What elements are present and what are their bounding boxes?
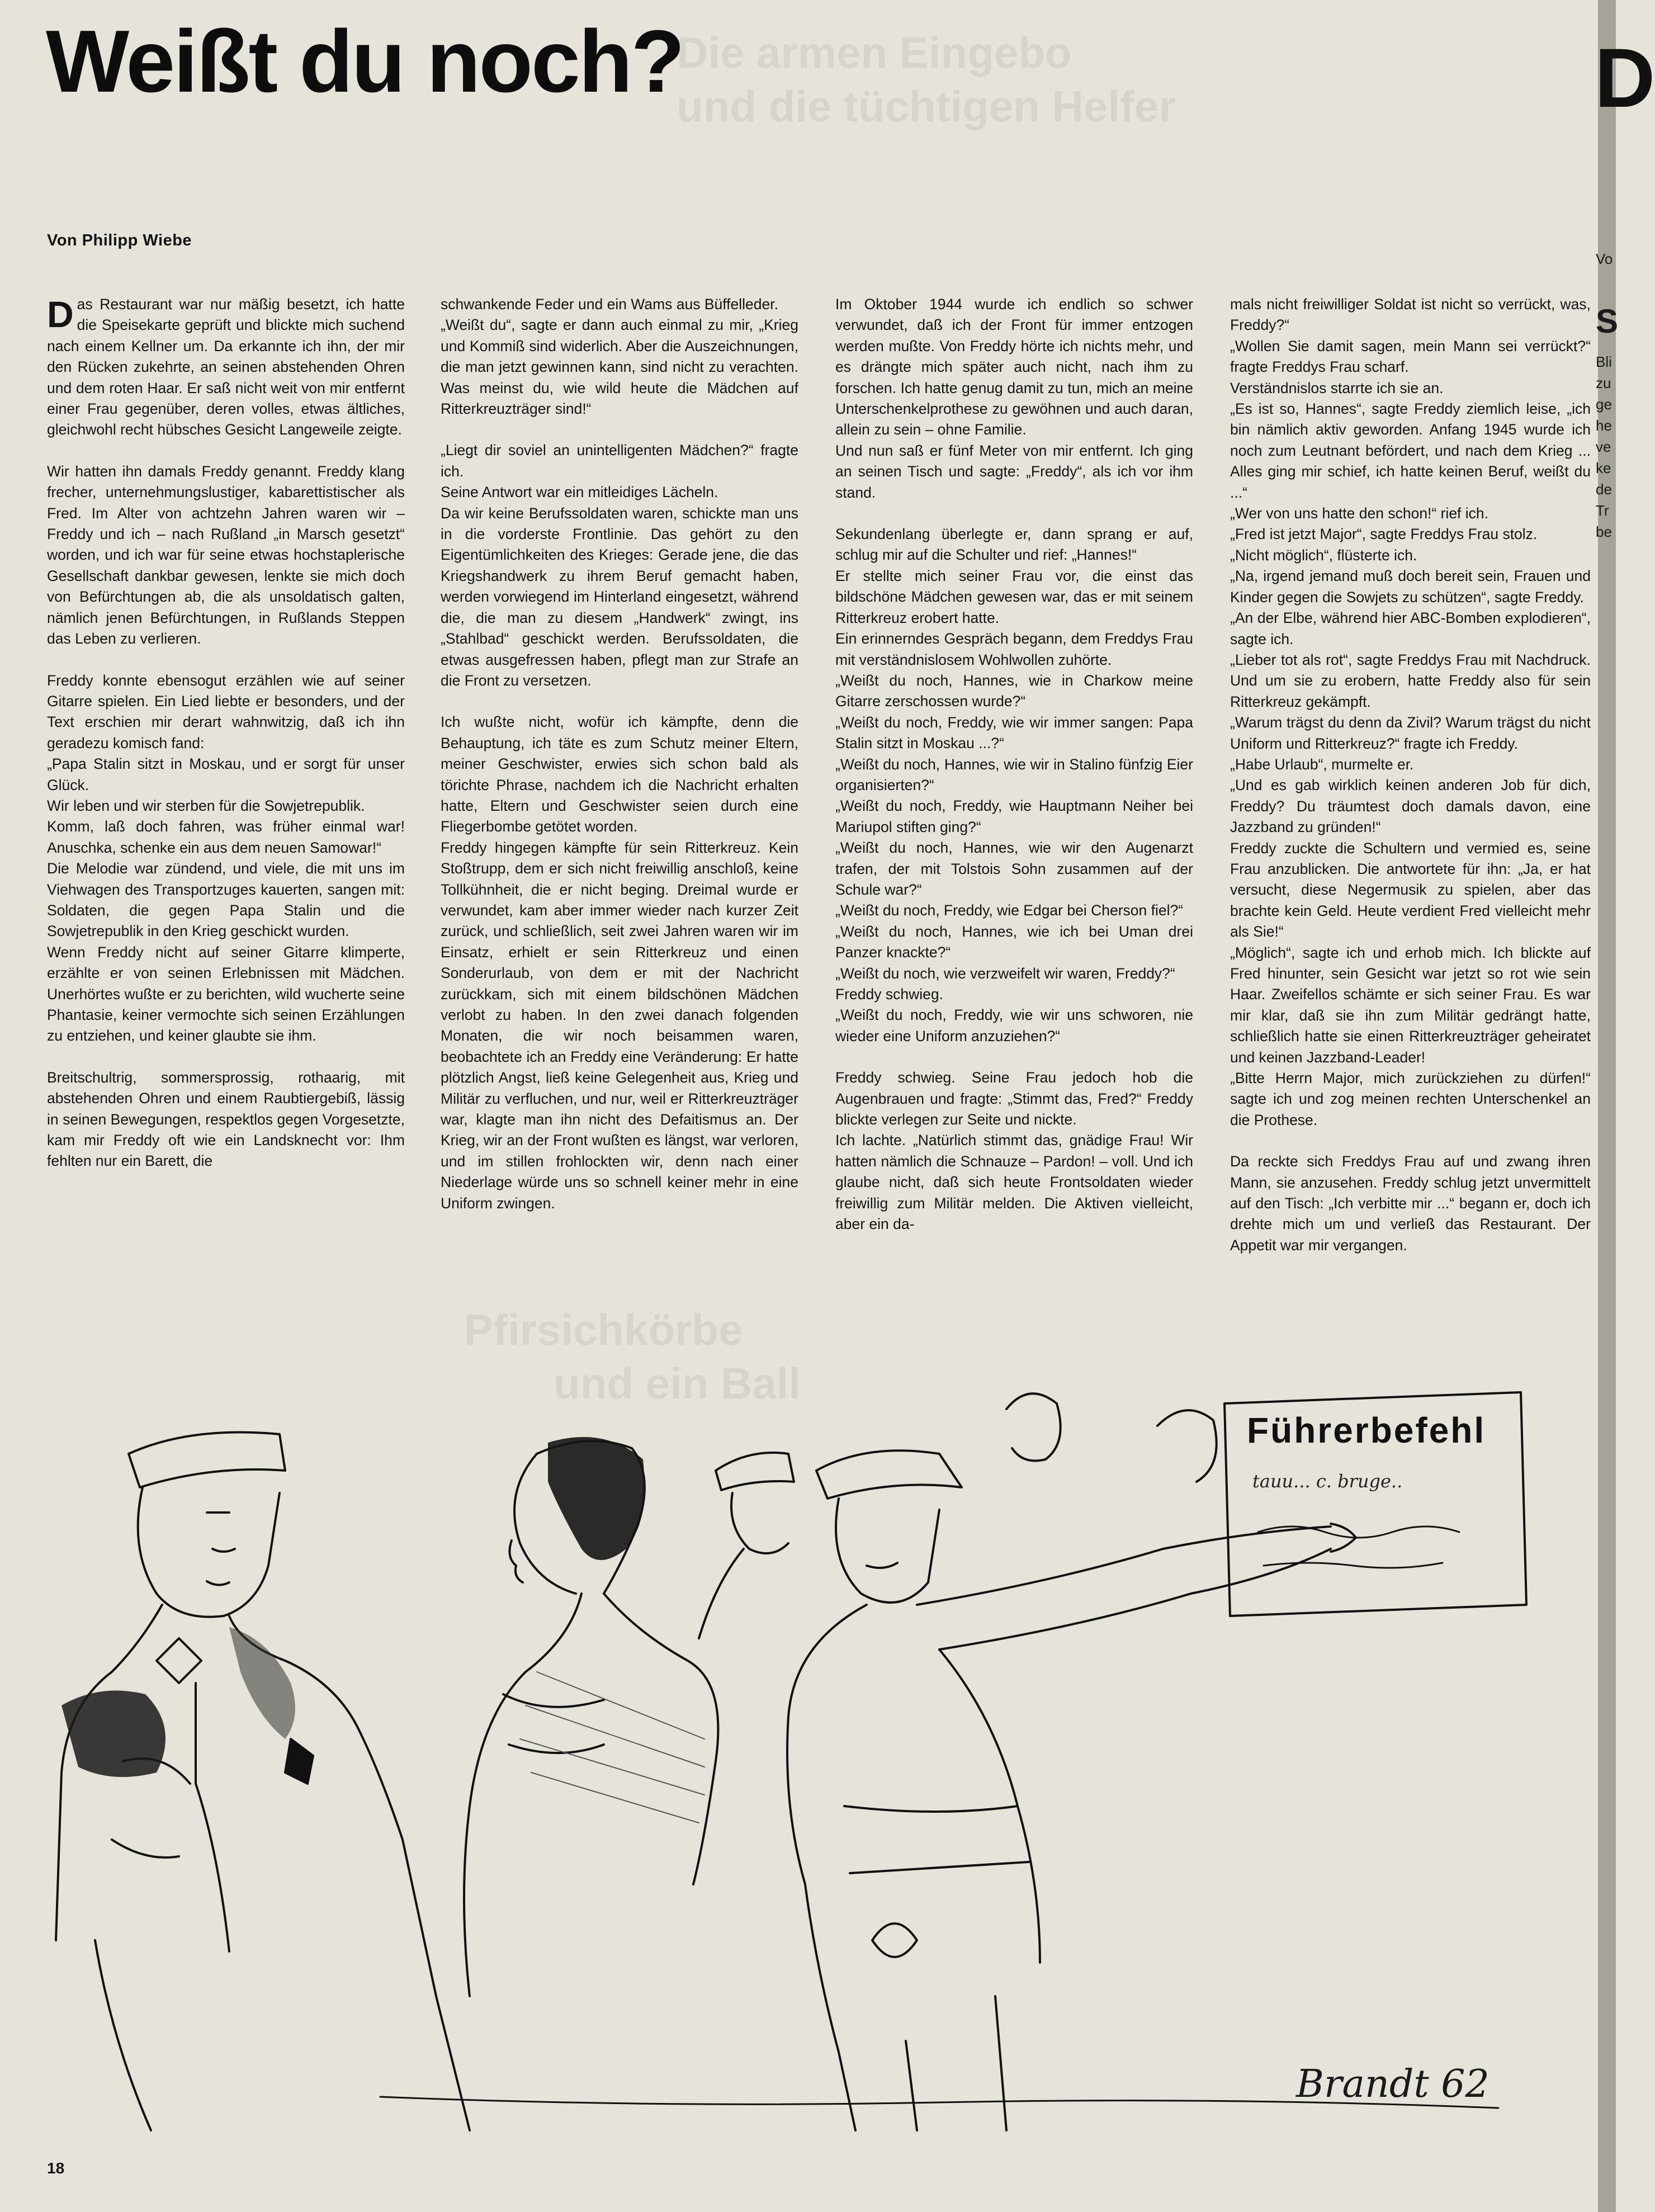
background-soldier <box>699 1453 794 1638</box>
article-paragraph: Freddy konnte ebensogut erzählen wie auf seiner Gitarre spielen. Ein Lied liebte er besonders, und der Text erschien mir derart wahnwitzig, daß ich ihn geradezu komisch fand: „Papa Stalin sitzt in Moskau, und er sorgt für unser Glück. Wir leben und wir sterben für die Sowjetrepublik. Komm, laß doch fahren, was früher einmal war! Anuschka, schenke ein aus dem neuen Samowar!“ Die Melodie war zündend, und viele, die mit uns im Viehwagen des Transportzuges kauerten, sangen mit: Soldaten, die gegen Papa Stalin und die Sowjetrepublik in den Krieg geschickt wurden. Wenn Freddy nicht auf seiner Gitarre klimperte, erzählte er von seinen Erlebnissen mit Mädchen. Unerhörtes wußte er zu berichten, wild wucherte seine Phantasie, keiner vermochte sich seinen Erzählungen zu entziehen, und keiner glaubte sie ihm. <box>47 672 405 1044</box>
saluting-officer <box>787 1450 1356 2130</box>
adjacent-page-edge <box>1593 0 1655 2212</box>
text-column-1 <box>47 294 405 1334</box>
adjacent-page-line: Tr <box>1596 502 1609 519</box>
article-byline: Von Philipp Wiebe <box>47 231 192 249</box>
adjacent-page-line: ge <box>1596 396 1612 413</box>
article-paragraph: Breitschultrig, sommersprossig, rothaarig, mit abstehenden Ohren und einem Raubtiergebiß, lässig in seinen Bewegungen, respektlos gegen Vorgesetzte, kam mir Freddy oft wie ein Landsknecht vor: Ihm fehlten nur ein Barett, die <box>47 1069 405 1170</box>
adjacent-page-line: ke <box>1596 460 1611 476</box>
article-title: Weißt du noch? <box>46 12 683 111</box>
article-paragraph: Sekundenlang überlegte er, dann sprang er auf, schlug mir auf die Schulter und rief: „Hannes!“ Er stellte mich seiner Frau vor, die einst das bildschöne Mädchen gewesen war, das er mit seinem Ritterkreuz erobert hatte. Ein erinnerndes Gespräch begann, dem Freddys Frau mit verständnislosem Wohlwollen zuhörte. „Weißt du noch, Hannes, wie in Charkow meine Gitarre zerschossen wurde?“ „Weißt du noch, Freddy, wie wir immer sangen: Papa Stalin sitzt in Moskau ...?“ „Weißt du noch, Hannes, wie wir in Stalino fünfzig Eier organisierten?“ „Weißt du noch, Freddy, wie Hauptmann Neiher bei Mariupol stiften ging?“ „Weißt du noch, Hannes, wie wir den Augenarzt trafen, der mit Tolstois Sohn zusammen auf der Schule war?“ „Weißt du noch, Freddy, wie Edgar bei Cherson fiel?“ „Weißt du noch, Hannes, wie ich bei Uman drei Panzer knackte?“ „Weißt du noch, wie verzweifelt wir waren, Freddy?“ Freddy schwieg. „Weißt du noch, Freddy, wie wir uns schworen, nie wieder eine Uniform anzuziehen?“ <box>835 526 1193 1044</box>
article-paragraph <box>47 294 405 441</box>
adjacent-page-line: de <box>1596 481 1612 498</box>
artist-signature: Brandt 62 <box>1296 2062 1490 2106</box>
paragraph-text: as Restaurant war nur mäßig besetzt, ich hatte die Speisekarte geprüft und blickte mich suchend nach einem Kellner um. Da erkannte ich ihn, der mir den Rücken zukehrte, an seinen abstehenden Ohren und dem roten Haar. Er saß nicht weit von mir entfernt einer Frau gegenüber, deren volles, etwas ältliches, gleichwohl recht hübsches Gesicht Langeweile zeigte. <box>47 296 405 438</box>
ink-illustration <box>45 1381 1554 2130</box>
adjacent-page-line: Vo <box>1596 250 1613 267</box>
hatching-blouse <box>520 1672 704 1823</box>
text-column-2 <box>441 294 798 1334</box>
drop-cap: D <box>47 294 74 335</box>
adjacent-page-line: be <box>1596 523 1612 540</box>
article-paragraph: Freddy schwieg. Seine Frau jedoch hob die Augenbrauen und fragte: „Stimmt das, Fred?“ Freddy blickte verlegen zur Seite und nickte. Ich lachte. „Natürlich stimmt das, gnädige Frau! Wir hatten nämlich die Schnauze – Pardon! – voll. Und ich glaube nicht, daß sich heute Frontsoldaten wieder freiwillig zum Militär melden. Die Aktiven vielleicht, aber ein da- <box>835 1069 1193 1233</box>
article-paragraph: Da reckte sich Freddys Frau auf und zwang ihren Mann, sie anzusehen. Freddy schlug jetzt unvermittelt auf den Tisch: „Ich verbitte mir ...“ begann er, doch ich drehte mich um und verließ das Restaurant. Der Appetit war mir vergangen. <box>1230 1153 1591 1254</box>
adjacent-page-line: Bli <box>1596 353 1612 370</box>
adjacent-page-letter: D <box>1595 31 1655 125</box>
text-column-4 <box>1230 294 1591 1334</box>
article-paragraph: Wir hatten ihn damals Freddy genannt. Freddy klang frecher, unternehmungslustiger, kabarettistischer als Fred. Im Alter von achtzehn Jahren waren wir – Freddy und ich – nach Rußland „in Marsch gesetzt“ worden, und ich war für seine etwas hochstaplerische Gesellschaft dankbar gewesen, lenkte sie mich doch von Befürchtungen ab, die als unsoldatisch galten, nämlich jenen Befürchtungen, in Rußlands Steppen das Leben zu verlieren. <box>47 462 405 647</box>
article-paragraph: Ich wußte nicht, wofür ich kämpfte, denn die Behauptung, ich täte es zum Schutz meiner Eltern, meiner Geschwister, erwies sich schon bald als törichte Phrase, nachdem ich die Nachricht erhalten hatte, Eltern und Geschwister seien durch eine Fliegerbombe getötet worden. Freddy hingegen kämpfte für sein Ritterkreuz. Kein Stoßtrupp, dem er sich nicht freiwillig anschloß, keine Tollkühnheit, die er nicht beging. Dreimal wurde er verwundet, kam aber immer wieder nach kurzer Zeit zurück, und schließlich, seit zwei Jahren waren wir im Einsatz, erhielt er sein Ritterkreuz und einen Sonderurlaub, von dem er mit der Nachricht zurückkam, sich mit einem bildschönen Mädchen verlobt zu haben. In den zwei danach folgenden Monaten, die wir noch beisammen waren, beobachtete ich an Freddy eine Veränderung: Er hatte plötzlich Angst, ließ keine Gelegenheit aus, Krieg und Militär zu verfluchen, und nur, weil er Ritterkreuzträger war, klagte man ihn nicht des Defaitismus an. Der Krieg, wir an der Front wußten es längst, war verloren, und im stillen frohlockten wir, denn nach einer Niederlage würde uns so schnell keiner mehr in eine Uniform zwingen. <box>441 713 798 1212</box>
ink-wash-collar <box>229 1627 295 1739</box>
text-column-3 <box>835 294 1193 1334</box>
sign-scribble: tauu... c. bruge.. <box>1252 1471 1403 1492</box>
adjacent-page-line: zu <box>1596 375 1611 391</box>
show-through-headline: Die armen Eingebo und die tüchtigen Helfer <box>677 28 1176 131</box>
ink-wash-hair <box>548 1437 644 1560</box>
article-paragraph: mals nicht freiwilliger Soldat ist nicht so verrückt, was, Freddy?“ „Wollen Sie damit sagen, mein Mann sei verrückt?“ fragte Freddys Frau scharf. Verständnislos starrte ich sie an. „Es ist so, Hannes“, sagte Freddy ziemlich leise, „ich bin nämlich aktiv geworden. Anfang 1945 wurde ich noch zum Leutnant befördert, und nach dem Krieg ... Alles ging mir schief, ich hatte keinen Beruf, weißt du ...“ „Wer von uns hatte den schon!“ rief ich. „Fred ist jetzt Major“, sagte Freddys Frau stolz. „Nicht möglich“, flüsterte ich. „Na, irgend jemand muß doch bereit sein, Frauen und Kinder gegen die Sowjets zu schützen“, sagte Freddy. „An der Elbe, während hier ABC-Bomben explodieren“, sagte ich. „Lieber tot als rot“, sagte Freddys Frau mit Nachdruck. Und um sie zu erobern, hatte Freddy also für sein Ritterkreuz gekämpft. „Warum trägst du denn da Zivil? Warum trägst du nicht Uniform und Ritterkreuz?“ fragte ich Freddy. „Habe Urlaub“, murmelte er. „Und es gab wirklich keinen anderen Job für dich, Freddy? Du träumtest doch damals davon, eine Jazzband zu gründen!“ Freddy zuckte die Schultern und vermied es, seine Frau anzublicken. Die antwortete für ihn: „Ja, er hat versucht, diese Negermusik zu spielen, aber das brachte kein Geld. Heute verdient Fred vielleicht mehr als Sie!“ „Möglich“, sagte ich und erhob mich. Ich blickte auf Fred hinunter, sein Gesicht war jetzt so rot wie sein Haar. Zweifellos schämte er sich seiner Frau. Es war mir klar, daß sie ihn zum Militär gedrängt hatte, schließlich hatte sie einen Ritterkreuzträger geheiratet und keinen Jazzband-Leader! „Bitte Herrn Major, mich zurückziehen zu dürfen!“ sagte ich und zog meinen rechten Unterschenkel an die Prothese. <box>1230 296 1591 1128</box>
adjacent-page-line: S <box>1596 303 1619 340</box>
adjacent-page-line: he <box>1596 417 1612 434</box>
soldier-figure-left <box>56 1433 470 2130</box>
background-figures <box>1006 1393 1217 1482</box>
article-paragraph: Im Oktober 1944 wurde ich endlich so schwer verwundet, daß ich der Front für immer entzogen werden mußte. Von Freddy hörte ich nichts mehr, und es drängte mich später auch nicht, nach ihm zu forschen. Ich hatte genug damit zu tun, mich an meine Unterschenkelprothese zu gewöhnen und auch daran, allein zu sein – ohne Familie. Und nun saß er fünf Meter von mir entfernt. Ich ging an seinen Tisch und sagte: „Freddy“, als ich vor ihm stand. <box>835 296 1193 501</box>
show-through-subheadline: Pfirsichkörbe und ein Ball <box>464 1305 801 1408</box>
article-paragraph: „Liegt dir soviel an unintelligenten Mädchen?“ fragte ich. Seine Antwort war ein mitleidiges Lächeln. Da wir keine Berufssoldaten waren, schickte man uns in die vorderste Frontlinie. Das gehört zu den Eigentümlichkeiten des Krieges: Gerade jene, die das Kriegshandwerk zu ihrem Beruf gemacht haben, werden vorwiegend im Hinterland eingesetzt, während die, die man zu diesem „Handwerk“ zwingt, ins „Stahlbad“ geschickt werden. Berufssoldaten, die etwas ausgefressen haben, pflegt man zur Strafe an die Front zu versetzen. <box>441 442 798 689</box>
ink-wash-shoulder <box>62 1690 166 1777</box>
article-paragraph: schwankende Feder und ein Wams aus Büffelleder. „Weißt du“, sagte er dann auch einmal zu mir, „Krieg und Kommiß sind widerlich. Aber die Auszeichnungen, die man jetzt gewinnen kann, sind nicht zu verachten. Was meinst du, wie wild heute die Mädchen auf Ritterkreuzträger sind!“ <box>441 296 798 418</box>
page-number: 18 <box>47 2159 65 2177</box>
adjacent-page-line: ve <box>1596 438 1611 455</box>
sign-heading: Führerbefehl <box>1247 1410 1486 1450</box>
